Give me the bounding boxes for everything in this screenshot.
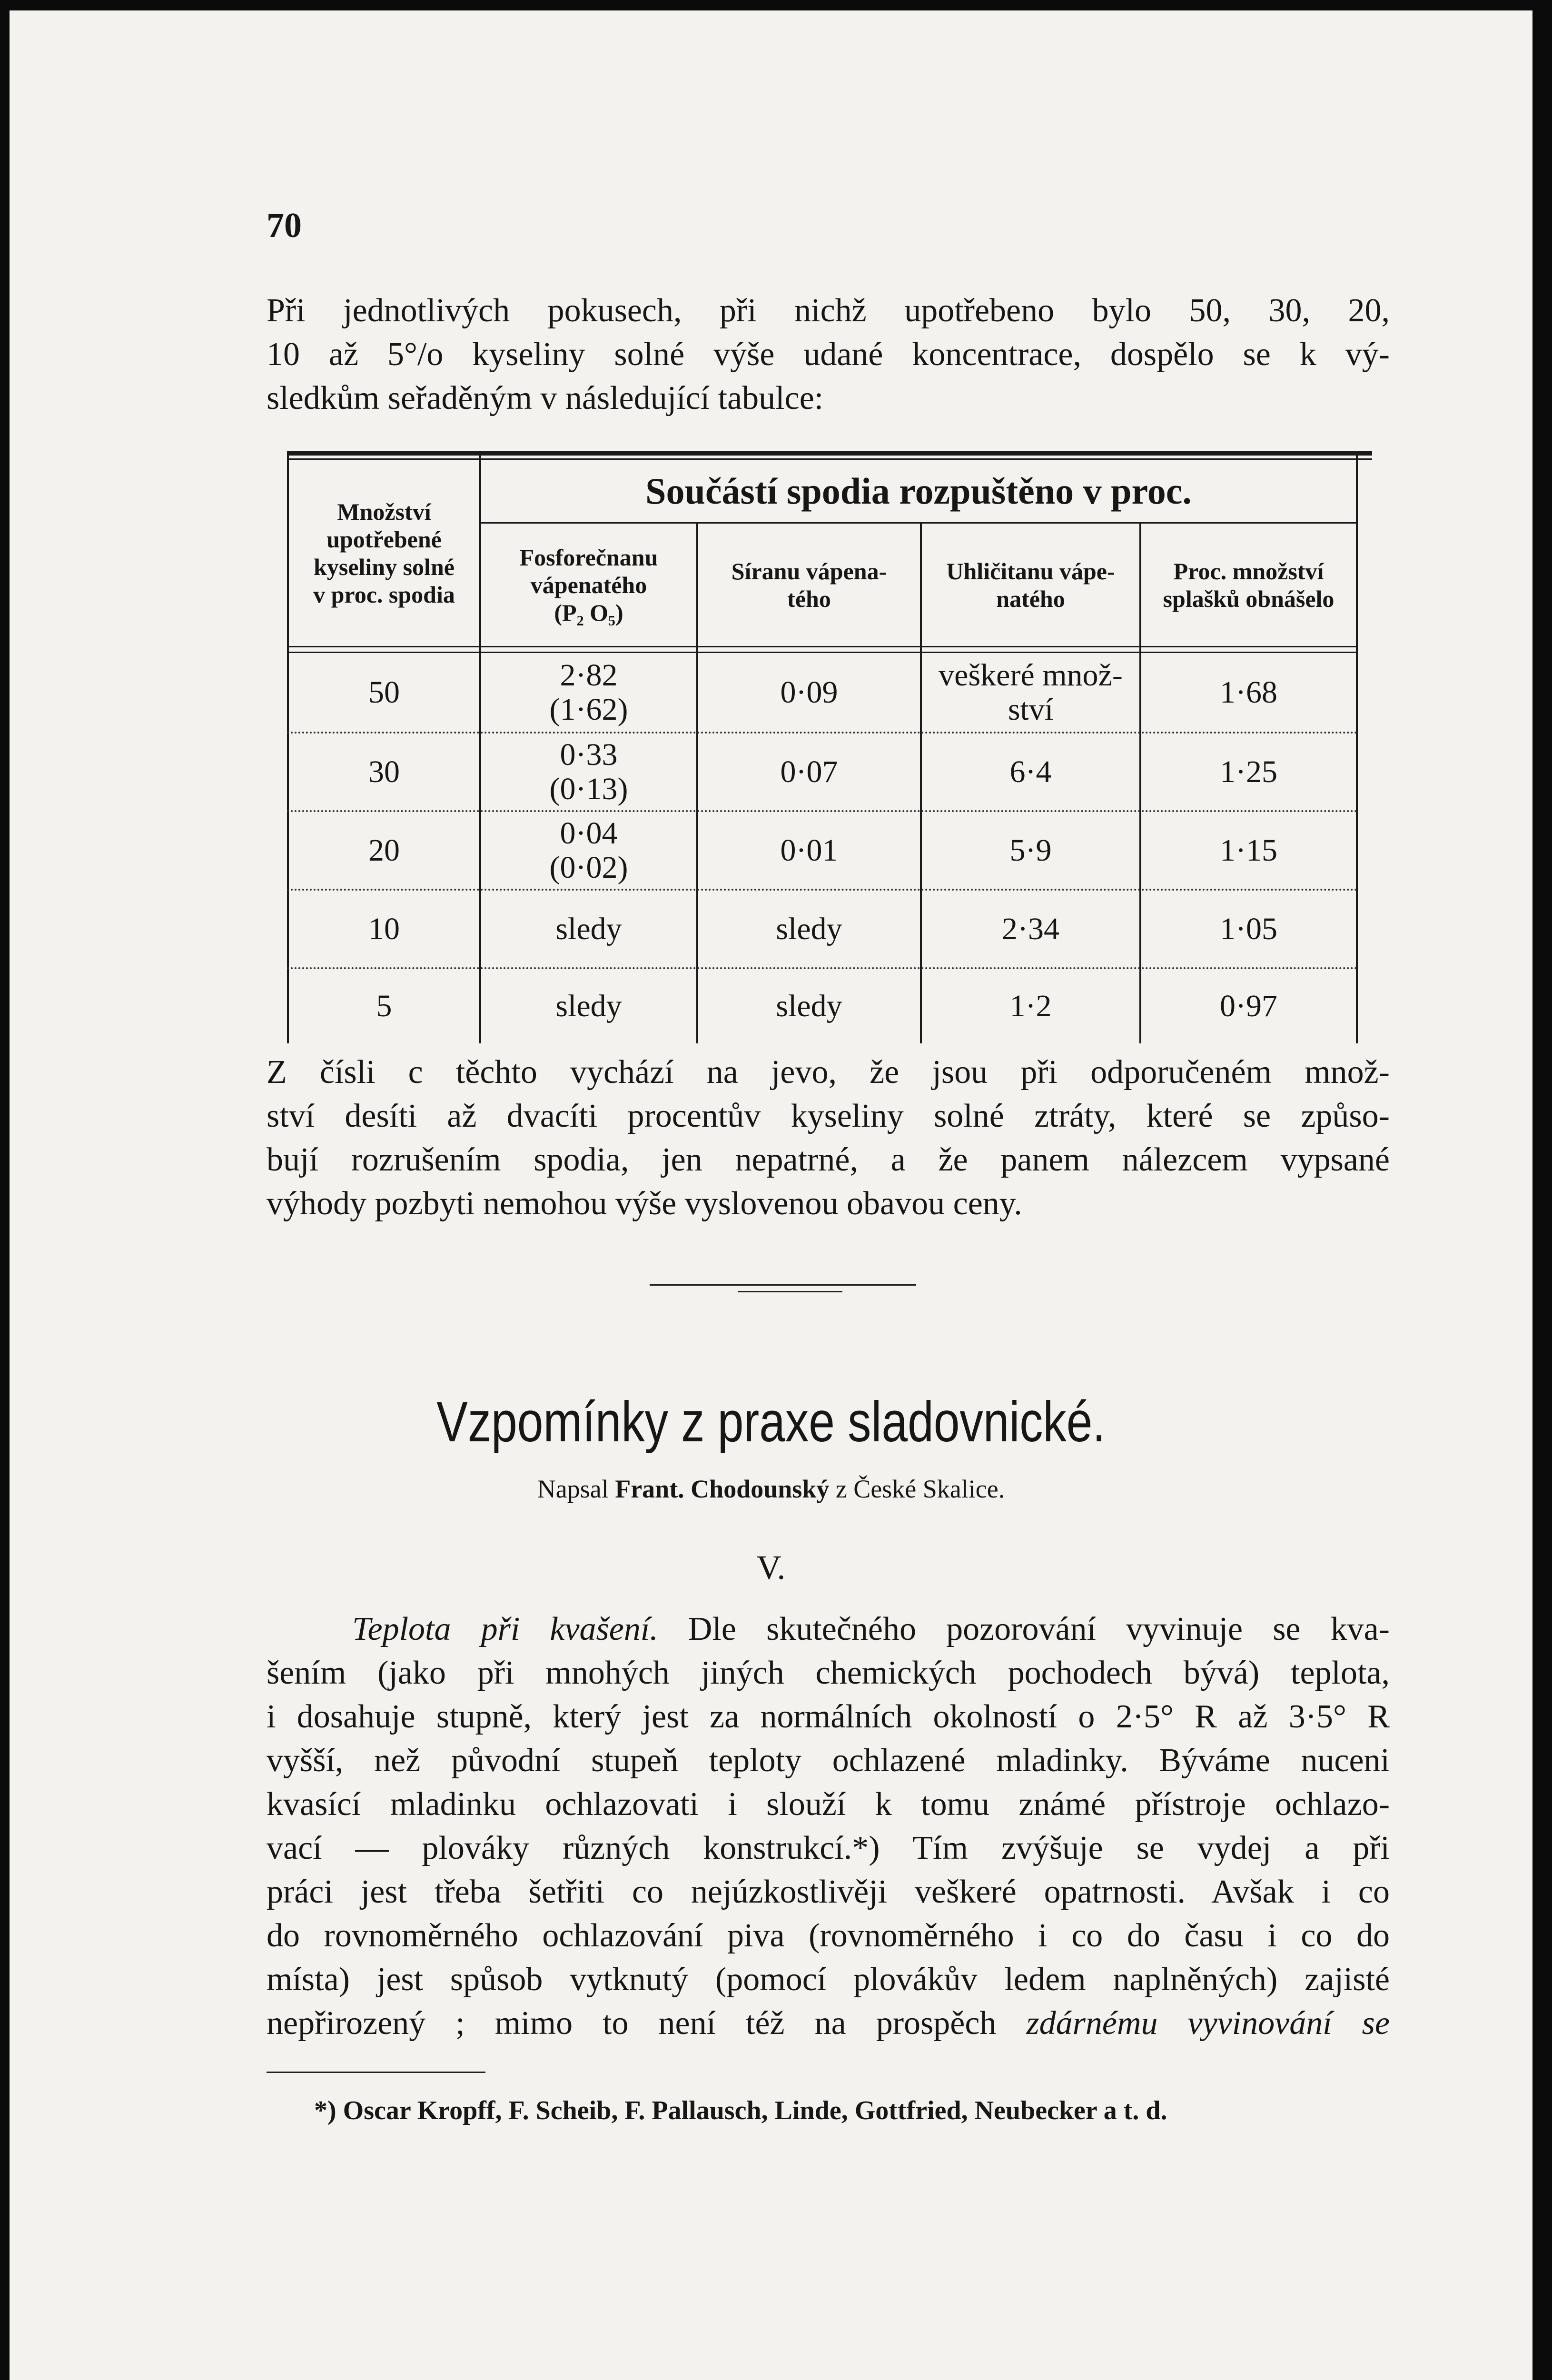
body-lead-italic: Teplota při kvašení. (352, 1611, 658, 1647)
cell-text: (1·62) (549, 692, 628, 727)
conclusion-line: bují rozrušením spodia, jen nepatrné, a že panem nálezcem vypsané (267, 1141, 1390, 1178)
byline-author: Frant. Chodounský (615, 1475, 830, 1503)
body-paragraph (267, 1607, 1390, 2045)
cell-sulfate: sledy (776, 989, 842, 1023)
body-line (267, 2002, 1390, 2045)
footnote: *) Oscar Kropff, F. Scheib, F. Pallausch, Linde, Gottfried, Neubecker a t. d. (314, 2096, 1167, 2125)
cell-carbonate: 5·9 (1009, 833, 1052, 868)
body-line: vací — plováky různých konstrukcí.*) Tím zvýšuje se vydej a při (267, 1830, 1390, 1866)
header-text: Uhličitanu vápe- (946, 557, 1115, 585)
cell-dust: 1·05 (1220, 911, 1277, 946)
conclusion-line: Z čísli c těchto vychází na jevo, že jsou při odporučeném množ- (267, 1054, 1390, 1091)
cell-dust: 1·25 (1220, 754, 1277, 789)
header-text: (P₂ O₅) (554, 599, 623, 626)
header-text: vápenatého (530, 571, 647, 598)
cell-text: (0·02) (549, 850, 628, 885)
table-top-rule (287, 451, 1372, 456)
body-line-text: nepřirozený ; mimo to není též na prospěch (267, 2005, 1027, 2042)
cell-phosphate: sledy (555, 911, 622, 946)
section-separator (650, 1284, 916, 1286)
header-text: splašků obnášelo (1163, 585, 1335, 612)
cell-carbonate (922, 653, 1139, 732)
conclusion-paragraph (267, 1051, 1390, 1226)
header-text: tého (787, 585, 831, 612)
body-line: vyšší, než původní stupeň teploty ochlazené mladinky. Býváme nuceni (267, 1742, 1390, 1779)
article-byline (10, 1474, 1532, 1504)
body-line: kvasící mladinku ochlazovati i slouží k tomu známé přístroje ochlazo- (267, 1786, 1390, 1823)
cell-acid: 50 (368, 674, 400, 710)
header-phosphate (481, 524, 696, 646)
table-border-right (1356, 456, 1358, 1043)
table-header-rule (287, 646, 1358, 647)
conclusion-line: výhody pozbyti nemohou výše vyslovenou obavou ceny. (267, 1185, 1022, 1222)
intro-line: 10 až 5°/o kyseliny solné výše udané koncentrace, dospělo se k vý- (267, 336, 1390, 373)
cell-phosphate (481, 812, 696, 889)
conclusion-line: ství desíti až dvacíti procentův kyseliny solné ztráty, které se způso- (267, 1098, 1390, 1134)
header-text: Proc. množství (1173, 557, 1324, 585)
intro-line: sledkům seřaděným v následující tabulce: (267, 380, 824, 416)
header-text: Síranu vápena- (731, 557, 887, 585)
book-page (10, 10, 1532, 2380)
cell-sulfate: 0·09 (780, 674, 838, 710)
cell-acid: 30 (368, 754, 400, 789)
cell-dust: 1·68 (1220, 674, 1277, 710)
cell-acid: 10 (368, 911, 400, 946)
header-sulfate (698, 524, 920, 646)
intro-paragraph (267, 289, 1390, 420)
header-carbonate (922, 524, 1139, 646)
body-line-text: Dle skutečného pozorování vyvinuje se kva- (658, 1611, 1390, 1647)
cell-text: 0·33 (560, 737, 618, 772)
byline-prefix: Napsal (537, 1475, 609, 1503)
header-text: v proc. spodia (313, 581, 455, 608)
body-line: místa) jest spůsob vytknutý (pomocí plovákův ledem naplněných) zajisté (267, 1961, 1390, 1998)
table-top-rule-thin (287, 458, 1372, 460)
article-title: Vzpomínky z praxe sladovnické. (436, 1390, 1106, 1454)
cell-phosphate: sledy (555, 989, 622, 1023)
cell-text: veškeré množ- (939, 657, 1123, 693)
section-separator-ornament (738, 1291, 842, 1292)
cell-carbonate: 6·4 (1009, 754, 1052, 789)
cell-phosphate (481, 734, 696, 810)
byline-suffix: z České Skalice. (835, 1475, 1005, 1503)
header-text: kyseliny solné (314, 554, 455, 580)
cell-acid: 5 (376, 989, 392, 1023)
header-group: Součástí spodia rozpuštěno v proc. (645, 470, 1192, 512)
cell-acid: 20 (368, 833, 400, 868)
header-acid-amount (289, 460, 479, 646)
body-line: práci jest třeba šetřiti co nejúzkostlivěji veškeré opatrnosti. Avšak i co (267, 1874, 1390, 1910)
header-text: Fosforečnanu (519, 544, 658, 571)
body-line: do rovnoměrného ochlazování piva (rovnoměrného i co do času i co do (267, 1917, 1390, 1954)
body-line: i dosahuje stupně, který jest za normálních okolností o 2·5° R až 3·5° R (267, 1698, 1390, 1735)
cell-text: (0·13) (549, 771, 628, 806)
cell-dust: 1·15 (1220, 833, 1277, 868)
cell-phosphate (481, 653, 696, 732)
body-italic-text: zdárnému vyvinování se (1026, 2005, 1390, 2042)
footnote-rule (267, 2072, 485, 2073)
intro-line: Při jednotlivých pokusech, při nichž upotřebeno bylo 50, 30, 20, (267, 292, 1390, 329)
cell-text: ství (1008, 692, 1054, 727)
header-text: natého (996, 585, 1065, 612)
cell-dust: 0·97 (1220, 989, 1277, 1023)
cell-sulfate: 0·01 (780, 833, 838, 868)
cell-sulfate: 0·07 (780, 754, 838, 789)
cell-carbonate: 1·2 (1009, 989, 1052, 1023)
results-table (287, 451, 1372, 1043)
header-text: Množství (337, 498, 431, 525)
header-dust (1141, 524, 1356, 646)
cell-text: 2·82 (560, 657, 618, 693)
body-line (267, 1607, 1390, 1651)
page-number: 70 (267, 206, 302, 245)
body-line: šením (jako při mnohých jiných chemických pochodech bývá) teplota, (267, 1655, 1390, 1691)
chapter-number: V. (756, 1548, 786, 1587)
cell-text: 0·04 (560, 815, 618, 851)
cell-carbonate: 2·34 (1002, 911, 1059, 946)
header-text: upotřebené (326, 526, 442, 553)
cell-sulfate: sledy (776, 911, 842, 946)
